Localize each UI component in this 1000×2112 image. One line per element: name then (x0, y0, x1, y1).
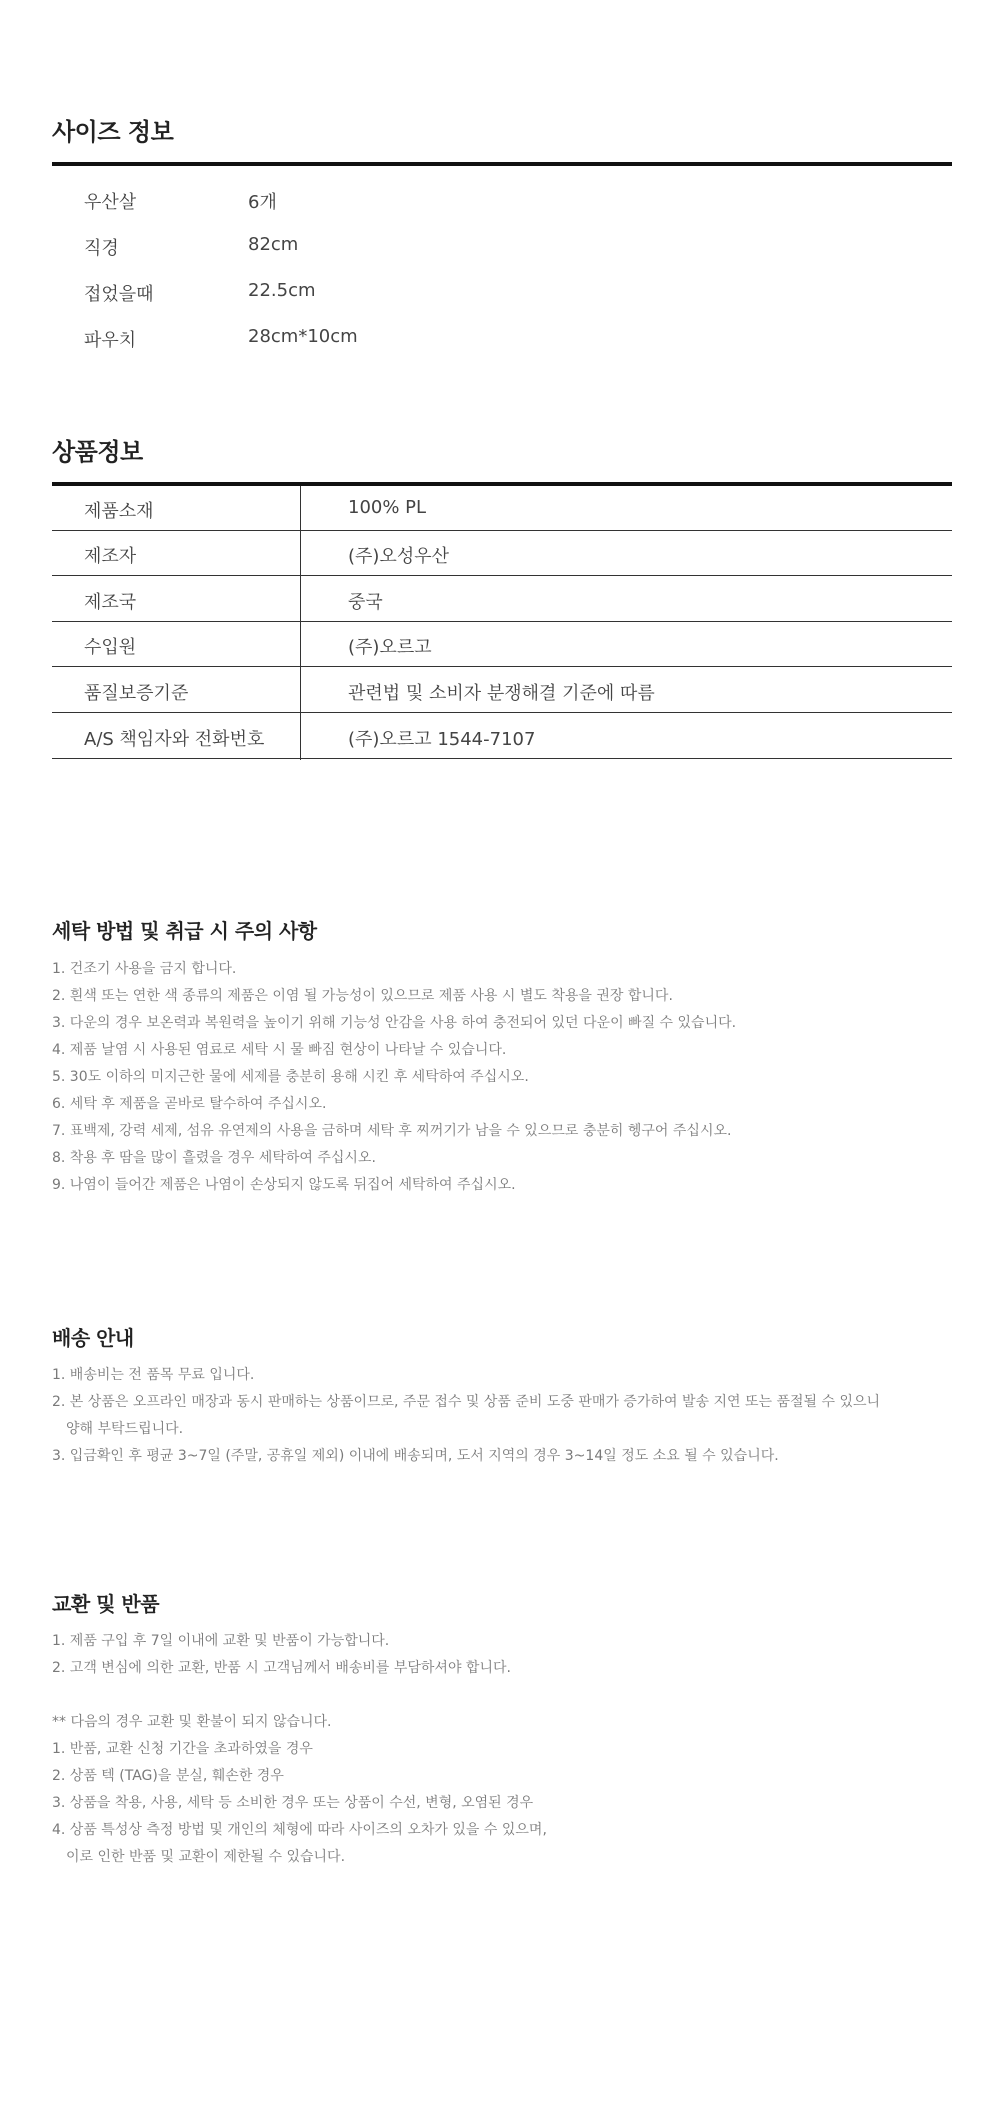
info-value: (주)오르고 (348, 637, 432, 658)
size-row (52, 314, 952, 360)
size-label: 우산살 (84, 192, 137, 213)
list-item: 6. 세탁 후 제품을 곧바로 탈수하여 주십시오. (52, 1096, 327, 1112)
info-row (52, 577, 952, 622)
info-label: 수입원 (84, 637, 137, 658)
list-spacer (52, 1682, 952, 1709)
list-item-text: 1. 배송비는 전 품목 무료 입니다. (52, 1367, 255, 1383)
care-title: 세탁 방법 및 취급 시 주의 사항 (52, 919, 317, 943)
size-label: 파우치 (84, 330, 137, 351)
shipping-list (52, 1362, 952, 1470)
list-item-text: 1. 반품, 교환 신청 기간을 초과하였을 경우 (52, 1741, 313, 1757)
list-item (52, 1443, 952, 1470)
list-item-continuation: 이로 인한 반품 및 교환이 제한될 수 있습니다. (66, 1849, 346, 1865)
size-value: 6개 (248, 192, 277, 213)
list-item: 1. 건조기 사용을 금지 합니다. (52, 961, 237, 977)
shipping-title: 배송 안내 (52, 1326, 134, 1350)
list-item: 2. 고객 변심에 의한 교환, 반품 시 고객님께서 배송비를 부담하셔야 합니다. (52, 1660, 511, 1676)
info-value: (주)오르고 1544-7107 (348, 729, 536, 750)
list-item-text: 4. 상품 특성상 측정 방법 및 개인의 체형에 따라 사이즈의 오차가 있을 수 있으며, (52, 1822, 547, 1838)
size-value: 28cm*10cm (248, 326, 358, 347)
info-row (52, 714, 952, 759)
size-row (52, 176, 952, 222)
info-label: 제조국 (84, 592, 137, 613)
exchange-title: 교환 및 반품 (52, 1592, 160, 1616)
info-row (52, 668, 952, 713)
info-value: 중국 (348, 592, 383, 613)
list-item-continuation: 양해 부탁드립니다. (66, 1421, 184, 1437)
size-info-title: 사이즈 정보 (52, 118, 174, 146)
list-item: 7. 표백제, 강력 세제, 섬유 유연제의 사용을 금하며 세탁 후 찌꺼기가 남을 수 있으므로 충분히 헹구어 주십시오. (52, 1123, 732, 1139)
list-item (52, 1362, 952, 1389)
list-item: 8. 착용 후 땀을 많이 흘렸을 경우 세탁하여 주십시오. (52, 1150, 376, 1166)
list-item-text: 2. 상품 텍 (TAG)을 분실, 훼손한 경우 (52, 1768, 284, 1784)
info-row (52, 531, 952, 576)
list-item: 4. 제품 날염 시 사용된 염료로 세탁 시 물 빠짐 현상이 나타날 수 있습니다. (52, 1042, 507, 1058)
exceptions-title: ** 다음의 경우 교환 및 환불이 되지 않습니다. (52, 1714, 332, 1730)
product-info-title: 상품정보 (52, 438, 143, 466)
size-value: 22.5cm (248, 280, 316, 301)
size-label: 접었을때 (84, 284, 154, 305)
list-item: 5. 30도 이하의 미지근한 물에 세제를 충분히 용해 시킨 후 세탁하여 주십시오. (52, 1069, 529, 1085)
info-value: 100% PL (348, 497, 427, 518)
list-item (52, 1763, 952, 1790)
list-item: 2. 흰색 또는 연한 색 종류의 제품은 이염 될 가능성이 있으므로 제품 사용 시 별도 착용을 권장 합니다. (52, 988, 673, 1004)
list-item (52, 1736, 952, 1763)
list-item-text: 2. 본 상품은 오프라인 매장과 동시 판매하는 상품이므로, 주문 접수 및 상품 준비 도중 판매가 증가하여 발송 지연 또는 품절될 수 있으니 (52, 1394, 881, 1410)
info-value: 관련법 및 소비자 분쟁해결 기준에 따름 (348, 683, 655, 704)
info-row (52, 486, 952, 531)
list-item: 1. 제품 구입 후 7일 이내에 교환 및 반품이 가능합니다. (52, 1633, 390, 1649)
info-label: 제조자 (84, 546, 137, 567)
list-item-text: 3. 입금확인 후 평균 3~7일 (주말, 공휴일 제외) 이내에 배송되며, 도서 지역의 경우 3~14일 정도 소요 될 수 있습니다. (52, 1448, 779, 1464)
size-label: 직경 (84, 238, 119, 259)
info-value: (주)오성우산 (348, 546, 449, 567)
size-row (52, 268, 952, 314)
list-item: 3. 다운의 경우 보온력과 복원력을 높이기 위해 기능성 안감을 사용 하여 충전되어 있던 다운이 빠질 수 있습니다. (52, 1015, 737, 1031)
list-item-text: 3. 상품을 착용, 사용, 세탁 등 소비한 경우 또는 상품이 수선, 변형, 오염된 경우 (52, 1795, 534, 1811)
care-list (52, 956, 952, 1199)
size-value: 82cm (248, 234, 299, 255)
list-item (52, 1790, 952, 1817)
info-label: A/S 책임자와 전화번호 (84, 729, 265, 750)
info-label: 제품소재 (84, 501, 154, 522)
exchange-list (52, 1628, 952, 1871)
size-info-rule (52, 162, 952, 166)
info-row (52, 622, 952, 667)
list-item (52, 1389, 952, 1443)
list-item (52, 1817, 952, 1871)
size-row (52, 222, 952, 268)
list-item: 9. 나염이 들어간 제품은 나염이 손상되지 않도록 뒤집어 세탁하여 주십시오. (52, 1177, 516, 1193)
info-label: 품질보증기준 (84, 683, 189, 704)
